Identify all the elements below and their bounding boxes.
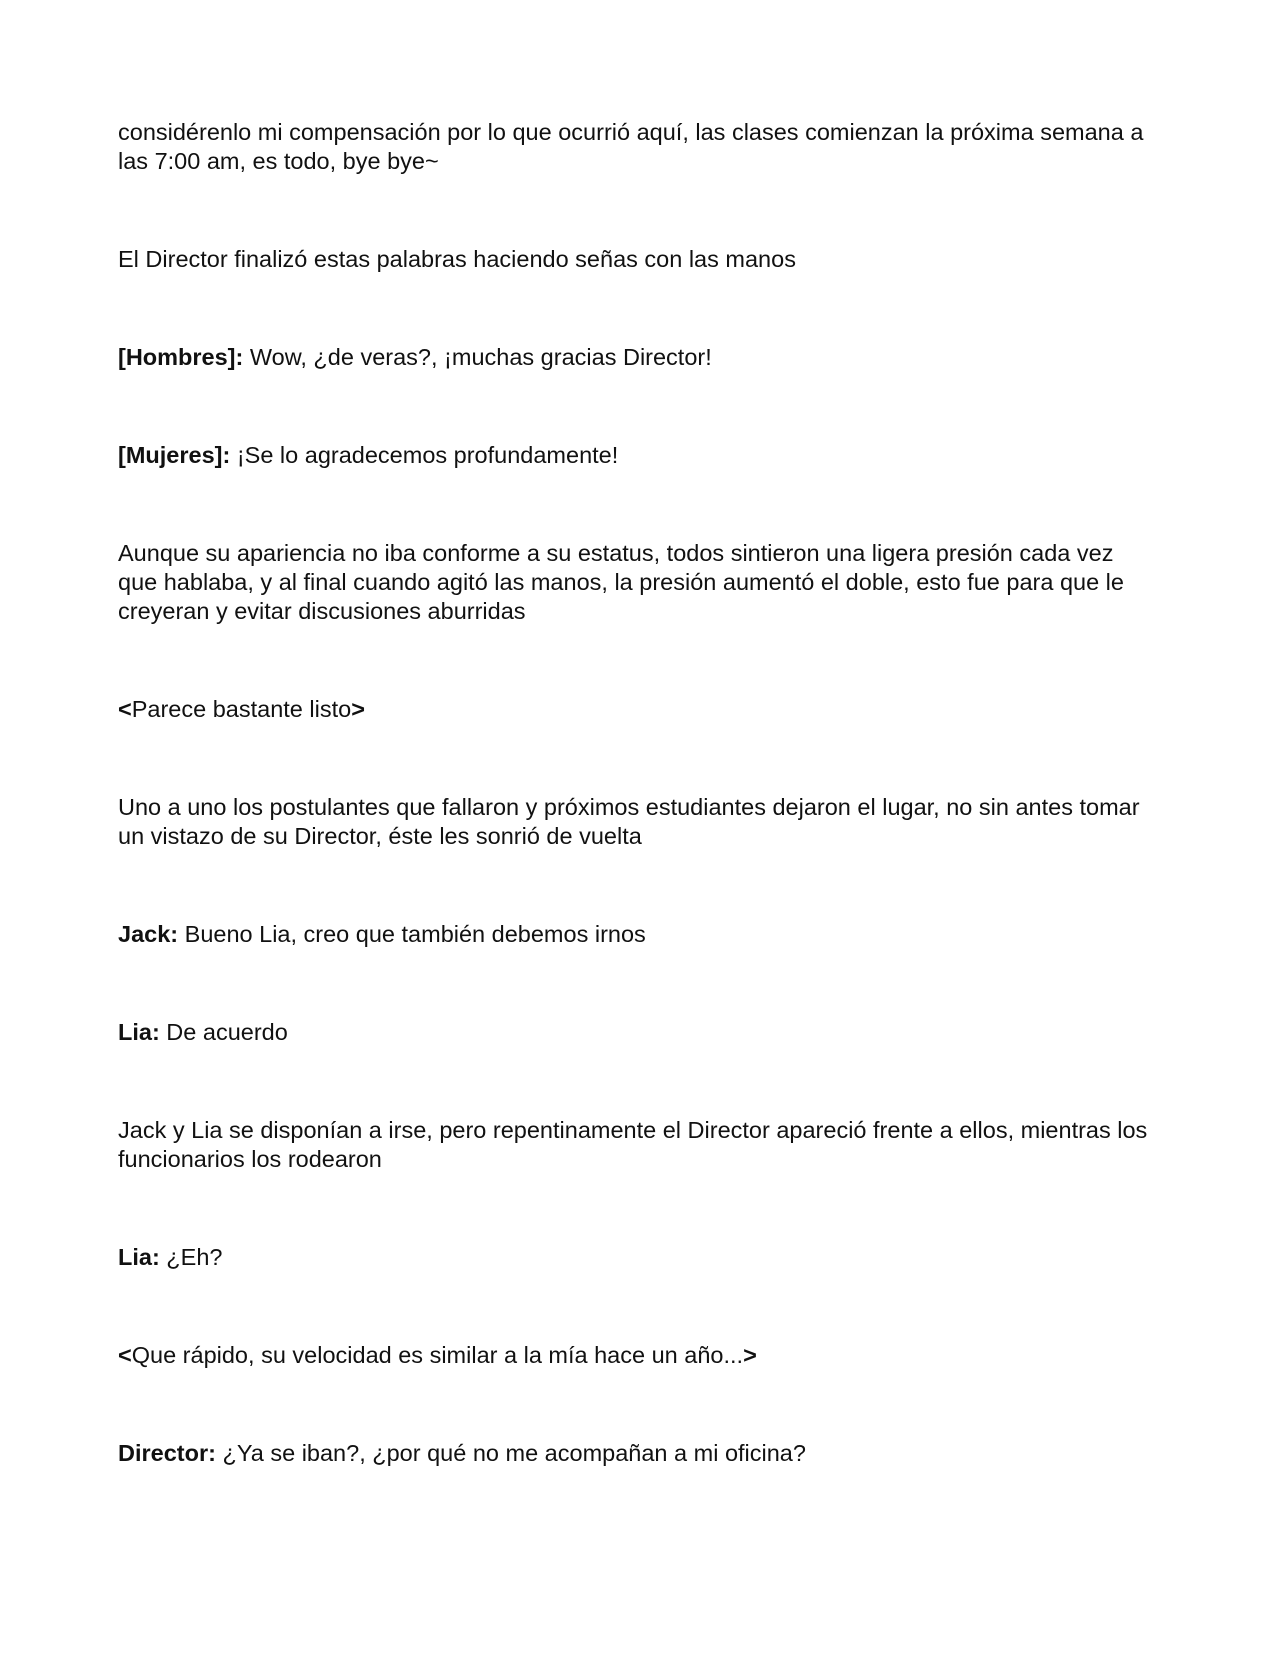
dialogue-line <box>118 920 1158 949</box>
dialogue-text: Bueno Lia, creo que también debemos irnos <box>178 921 646 947</box>
document-body <box>118 118 1158 1468</box>
speaker-label: Lia: <box>118 1019 160 1045</box>
thought-line <box>118 1341 1158 1370</box>
speaker-label: Director: <box>118 1440 216 1466</box>
dialogue-line <box>118 441 1158 470</box>
narration-paragraph <box>118 245 1158 274</box>
speaker-label: [Hombres]: <box>118 344 244 370</box>
thought-close-bracket: > <box>351 696 365 722</box>
thought-close-bracket: > <box>743 1342 757 1368</box>
dialogue-text: ¡Se lo agradecemos profundamente! <box>230 442 619 468</box>
thought-open-bracket: < <box>118 1342 132 1368</box>
dialogue-text: ¿Ya se iban?, ¿por qué no me acompañan a mi oficina? <box>215 1440 806 1466</box>
narration-text: considérenlo mi compensación por lo que ocurrió aquí, las clases comienzan la próxima semana a las 7:00 am, es todo, bye bye~ <box>118 119 1144 174</box>
thought-open-bracket: < <box>118 696 132 722</box>
thought-text: Parece bastante listo <box>131 696 352 722</box>
narration-paragraph <box>118 118 1158 176</box>
dialogue-text: Wow, ¿de veras?, ¡muchas gracias Director! <box>243 344 712 370</box>
speaker-label: Jack: <box>118 921 179 947</box>
narration-paragraph <box>118 539 1158 626</box>
narration-text: El Director finalizó estas palabras haciendo señas con las manos <box>118 246 796 272</box>
narration-text: Aunque su apariencia no iba conforme a su estatus, todos sintieron una ligera presión cada vez que hablaba, y al final cuando agitó las manos, la presión aumentó el doble, esto fue para que le creyeran y evitar discusiones aburridas <box>118 540 1124 624</box>
dialogue-line <box>118 1018 1158 1047</box>
speaker-label: Lia: <box>118 1244 160 1270</box>
narration-paragraph <box>118 793 1158 851</box>
dialogue-line <box>118 1439 1158 1468</box>
dialogue-line <box>118 343 1158 372</box>
dialogue-text: ¿Eh? <box>159 1244 223 1270</box>
dialogue-text: De acuerdo <box>159 1019 288 1045</box>
narration-paragraph <box>118 1116 1158 1174</box>
narration-text: Jack y Lia se disponían a irse, pero repentinamente el Director apareció frente a ellos, mientras los funcionarios los rodearon <box>118 1117 1148 1172</box>
dialogue-line <box>118 1243 1158 1272</box>
thought-line <box>118 695 1158 724</box>
thought-text: Que rápido, su velocidad es similar a la mía hace un año... <box>131 1342 744 1368</box>
narration-text: Uno a uno los postulantes que fallaron y próximos estudiantes dejaron el lugar, no sin antes tomar un vistazo de su Director, éste les sonrió de vuelta <box>118 794 1140 849</box>
speaker-label: [Mujeres]: <box>118 442 231 468</box>
